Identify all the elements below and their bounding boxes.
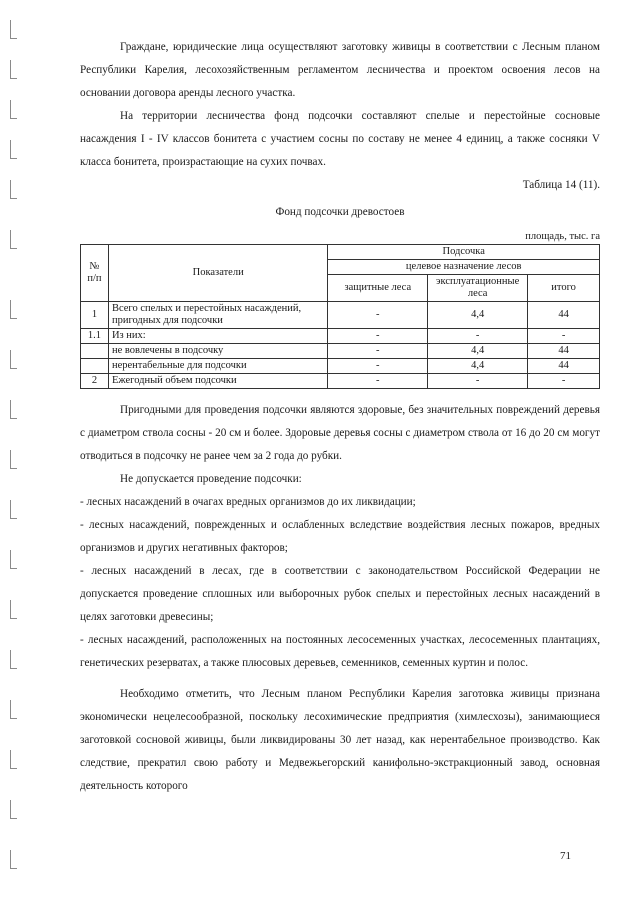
table-row (81, 359, 600, 374)
document-page (80, 36, 600, 798)
header-total: итого (528, 275, 600, 302)
header-num: № п/п (81, 245, 109, 302)
page-number: 71 (560, 850, 571, 862)
row-label: не вовлечены в подсочку (108, 344, 327, 359)
header-purpose: целевое назначение лесов (328, 260, 600, 275)
row-num (81, 359, 109, 374)
row-num: 2 (81, 374, 109, 389)
row-exploitable: 4,4 (428, 302, 528, 329)
tapping-fund-table (80, 244, 600, 389)
row-protective: - (328, 344, 428, 359)
row-exploitable: - (428, 329, 528, 344)
row-exploitable: 4,4 (428, 344, 528, 359)
list-item: - лесных насаждений в лесах, где в соответствии с законодательством Российской Федерации не допускается проведение сплошных или выборочных рубок спелых и перестойных лесных насаждений в целях заготовки древесины; (80, 565, 600, 623)
row-total: - (528, 374, 600, 389)
row-protective: - (328, 302, 428, 329)
table-row (81, 302, 600, 329)
row-num (81, 344, 109, 359)
list-item: - лесных насаждений в очагах вредных организмов до их ликвидации; (80, 496, 416, 508)
row-label: нерентабельные для подсочки (108, 359, 327, 374)
paragraph-tapping-fund: На территории лесничества фонд подсочки составляют спелые и перестойные сосновые насаждения I - IV классов бонитета с участием сосны по составу не менее 4 единиц, а также сосняки V класса бонитета, произрастающие на сухих почвах. (80, 110, 600, 168)
list-item: - лесных насаждений, поврежденных и ослабленных вследствие воздействия лесных пожаров, вредных организмов и других негативных факторов; (80, 519, 600, 554)
paragraph-suitable-trees: Пригодными для проведения подсочки являются здоровые, без значительных повреждений деревья с диаметром ствола сосны - 20 см и более. Здоровые деревья сосны с диаметром ствола от 16 до 20 см могут отводиться в подсочку не ранее чем за 2 года до рубки. (80, 404, 600, 462)
row-label: Ежегодный объем подсочки (108, 374, 327, 389)
row-protective: - (328, 329, 428, 344)
table-number: Таблица 14 (11). (522, 179, 600, 191)
row-num: 1 (81, 302, 109, 329)
row-total: - (528, 329, 600, 344)
list-item: - лесных насаждений, расположенных на постоянных лесосеменных участках, лесосеменных плантациях, генетических резерватах, а также плюсовых деревьев, семенников, семенных куртин и полос. (80, 634, 600, 669)
table-row (81, 329, 600, 344)
row-label: Из них: (108, 329, 327, 344)
paragraph-economic-note: Необходимо отметить, что Лесным планом Республики Карелия заготовка живицы признана экономически нецелесообразной, поскольку лесохимические предприятия (химлесхозы), занимающиеся заготовкой сосновой живицы, были ликвидированы 30 лет назад, как нерентабельное производство. Как следствие, прекратил свою работу и Медвежьегорский канифольно-экстракционный завод, основная деятельность которого (80, 688, 600, 792)
row-protective: - (328, 359, 428, 374)
header-exploitable: эксплуатационные леса (428, 275, 528, 302)
table-units: площадь, тыс. га (525, 231, 600, 242)
row-total: 44 (528, 359, 600, 374)
table-title: Фонд подсочки древостоев (275, 206, 405, 218)
row-exploitable: 4,4 (428, 359, 528, 374)
header-indicators: Показатели (108, 245, 327, 302)
paragraph-harvesting-basis: Граждане, юридические лица осуществляют заготовку живицы в соответствии с Лесным планом Республики Карелия, лесохозяйственным регламентом лесничества и проектом освоения лесов на основании договора аренды лесного участка. (80, 41, 600, 99)
table-row (81, 344, 600, 359)
row-num: 1.1 (81, 329, 109, 344)
row-exploitable: - (428, 374, 528, 389)
header-tapping: Подсочка (328, 245, 600, 260)
row-total: 44 (528, 302, 600, 329)
row-protective: - (328, 374, 428, 389)
table-row (81, 374, 600, 389)
binding-margin-marks (6, 0, 20, 905)
row-total: 44 (528, 344, 600, 359)
row-label: Всего спелых и перестойных насаждений, пригодных для подсочки (108, 302, 327, 329)
paragraph-not-allowed: Не допускается проведение подсочки: (120, 473, 302, 485)
header-protective: защитные леса (328, 275, 428, 302)
